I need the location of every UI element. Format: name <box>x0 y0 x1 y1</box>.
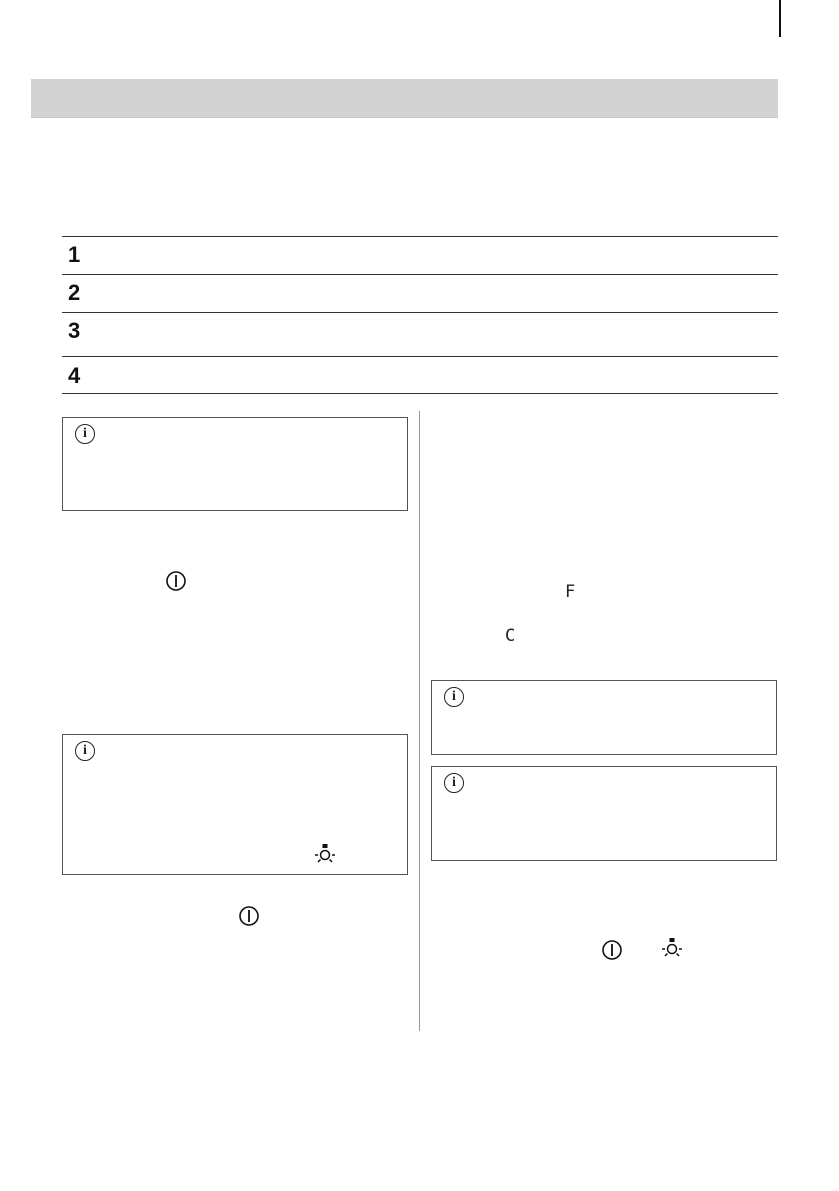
steps-table <box>62 236 778 394</box>
info-note <box>431 766 777 861</box>
section-header-underline <box>31 117 778 118</box>
step-row <box>62 312 778 356</box>
section-header-band <box>31 79 778 117</box>
info-note <box>62 417 408 511</box>
step-row <box>62 356 778 394</box>
light-icon <box>660 937 684 961</box>
on-off-icon <box>165 570 187 592</box>
step-row <box>62 274 778 312</box>
step-number: 3 <box>68 318 81 343</box>
column-divider <box>419 411 420 1031</box>
light-icon <box>313 843 337 867</box>
info-icon: i <box>444 773 464 793</box>
top-edge-line <box>779 0 781 37</box>
info-note <box>62 734 408 875</box>
info-icon: i <box>75 424 95 444</box>
on-off-icon <box>601 939 623 961</box>
celsius-symbol: C <box>505 626 516 646</box>
step-number: 4 <box>68 363 81 388</box>
info-icon: i <box>444 687 464 707</box>
step-row <box>62 236 778 274</box>
on-off-icon <box>238 905 260 927</box>
info-icon: i <box>75 741 95 761</box>
fahrenheit-symbol: F <box>565 582 576 602</box>
step-number: 1 <box>68 242 81 267</box>
info-note <box>431 680 777 755</box>
step-number: 2 <box>68 280 81 305</box>
